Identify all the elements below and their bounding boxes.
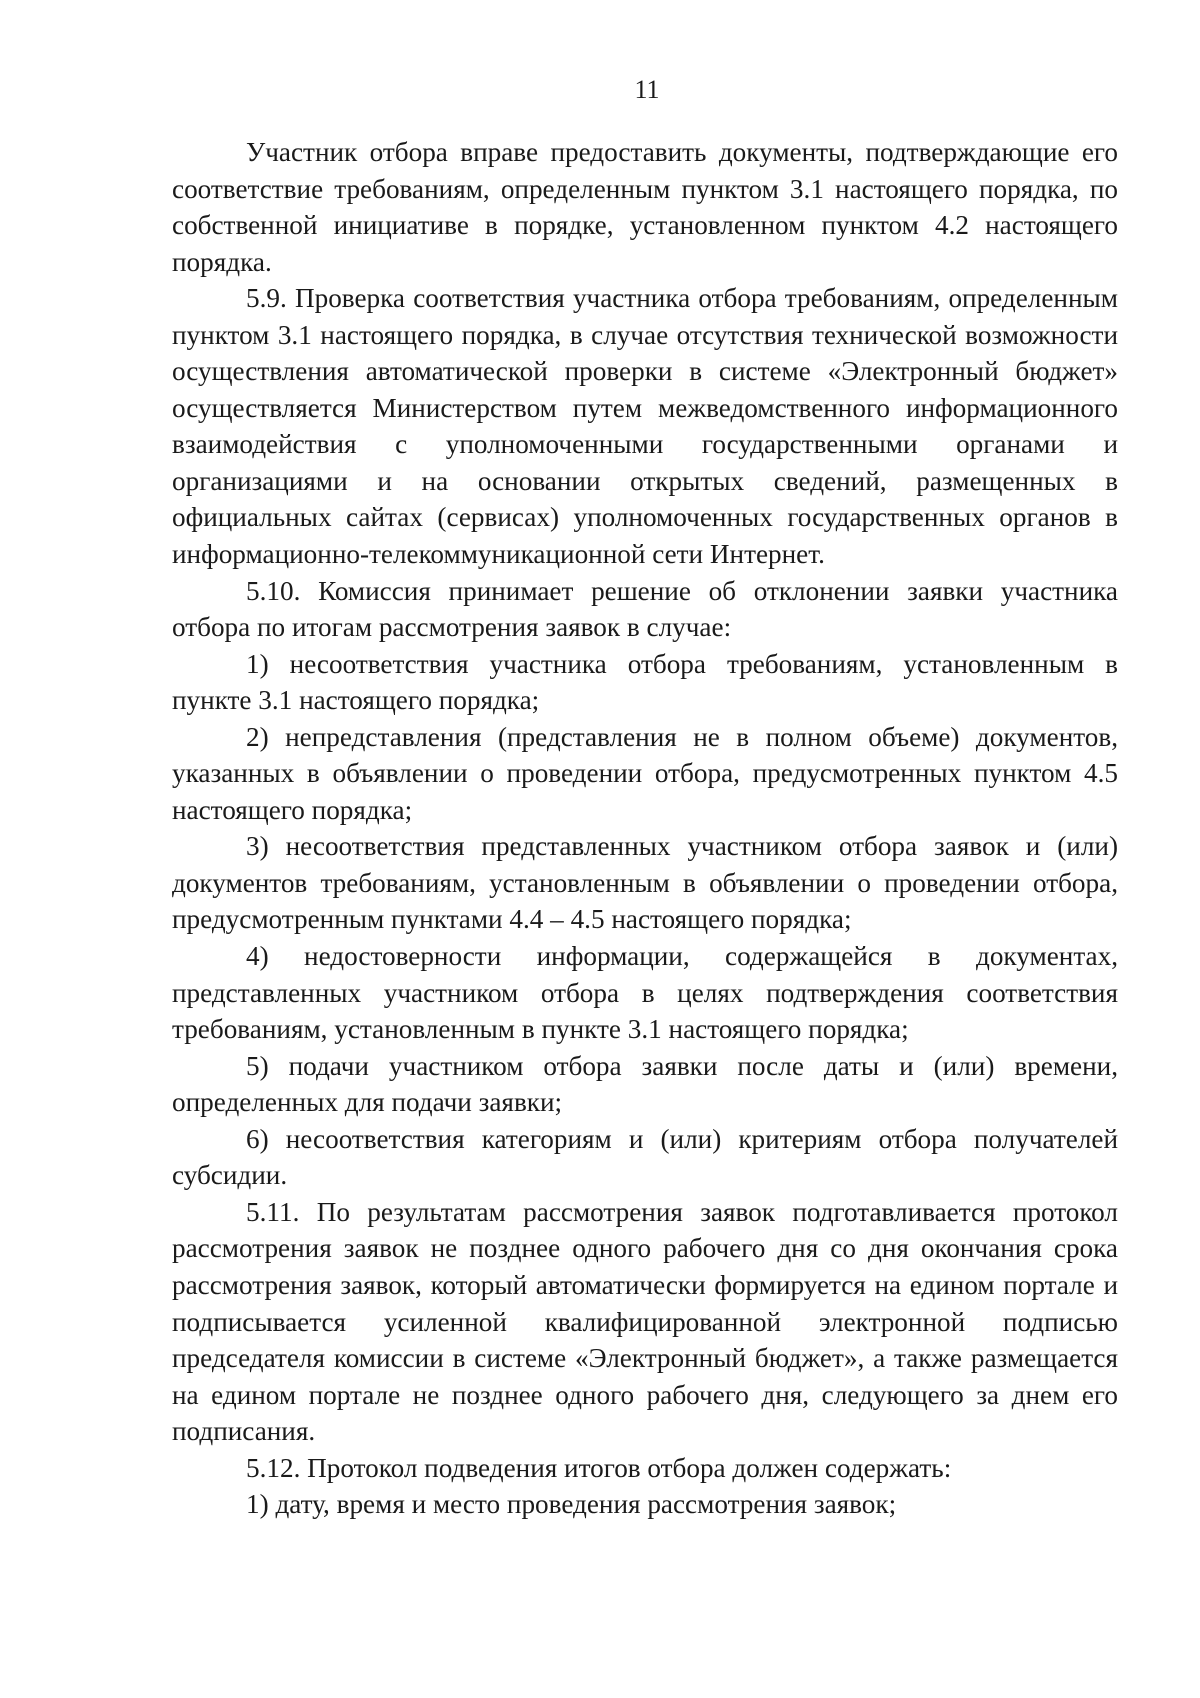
paragraph-5-12: 5.12. Протокол подведения итогов отбора должен содержать:	[246, 1452, 952, 1483]
list-item-5-12-1: 1) дату, время и место проведения рассмотрения заявок;	[246, 1489, 897, 1520]
list-item-5-10-2: 2) непредставления (представления не в полном объеме) документов, указанных в объявлении о проведении отбора, предусмотренных пунктом 4.5 настоящего порядка;	[172, 721, 1118, 825]
page-number: 11	[634, 75, 660, 104]
paragraph-5-9: 5.9. Проверка соответствия участника отбора требованиям, определенным пунктом 3.1 настоящего порядка, в случае отсутствия технической возможности осуществления автоматической проверки в системе «Электронный бюджет» осуществляется Министерством путем межведомственного информационного взаимодействия с уполномоченными государственными органами и организациями и на основании открытых сведений, размещенных в официальных сайтах (сервисах) уполномоченных государственных органов в информационно-телекоммуникационной сети Интернет.	[172, 283, 1118, 570]
paragraph-participant-documents: Участник отбора вправе предоставить документы, подтверждающие его соответствие требованиям, определенным пунктом 3.1 настоящего порядка, по собственной инициативе в порядке, установленном пунктом 4.2 настоящего порядка.	[172, 137, 1118, 277]
list-item-5-10-6: 6) несоответствия категориям и (или) критериям отбора получателей субсидии.	[172, 1123, 1118, 1191]
list-item-5-10-1: 1) несоответствия участника отбора требованиям, установленным в пункте 3.1 настоящего порядка;	[172, 648, 1118, 716]
document-body	[172, 134, 1118, 1523]
paragraph-5-10: 5.10. Комиссия принимает решение об отклонении заявки участника отбора по итогам рассмотрения заявок в случае:	[172, 575, 1118, 643]
paragraph-5-11: 5.11. По результатам рассмотрения заявок подготавливается протокол рассмотрения заявок не позднее одного рабочего дня со дня окончания срока рассмотрения заявок, который автоматически формируется на едином портале и подписывается усиленной квалифицированной электронной подписью председателя комиссии в системе «Электронный бюджет», а также размещается на едином портале не позднее одного рабочего дня, следующего за днем его подписания.	[172, 1196, 1118, 1447]
list-item-5-10-3: 3) несоответствия представленных участником отбора заявок и (или) документов требованиям, установленным в объявлении о проведении отбора, предусмотренным пунктами 4.4 – 4.5 настоящего порядка;	[172, 831, 1118, 935]
list-item-5-10-4: 4) недостоверности информации, содержащейся в документах, представленных участником отбора в целях подтверждения соответствия требованиям, установленным в пункте 3.1 настоящего порядка;	[172, 941, 1118, 1045]
list-item-5-10-5: 5) подачи участником отбора заявки после даты и (или) времени, определенных для подачи заявки;	[172, 1050, 1118, 1118]
